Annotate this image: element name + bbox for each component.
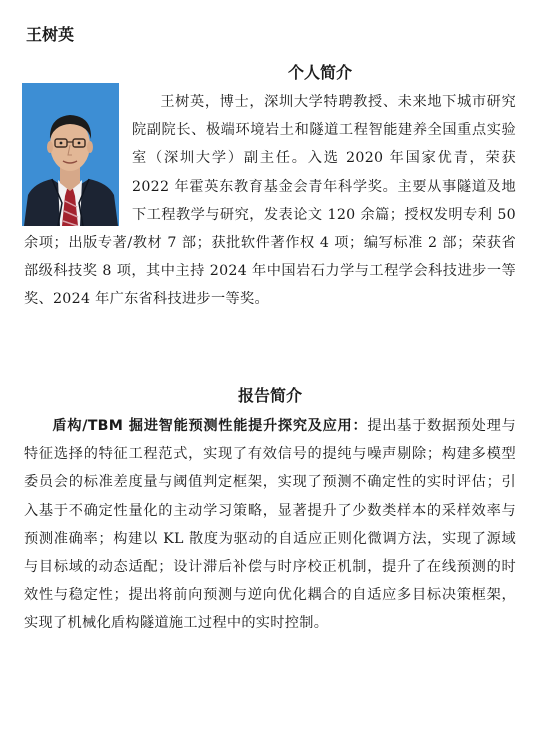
intro-text: 王树英，博士，深圳大学特聘教授、未来地下城市研究院副院长、极端环境岩土和隧道工程智能建养全国重点实验室（深圳大学）副主任。入选 2020 年国家优青，荣获 2022 年霍英东教育基金会青年科学奖。主要从事隧道及地下工程教学与研究，发表论文 120 余篇；授权发明专利 50 余项；出版专著/教材 7 部；获批软件著作权 4 项；编写标准 2 部；荣获省部级科技奖 8 项，其中主持 2024 年中国岩石力学与工程学会科技进步一等奖、2024 年广东省科技进步一等奖。 xyxy=(24,94,516,308)
person-name: 王树英 xyxy=(26,25,75,44)
report-text: 提出基于数据预处理与特征选择的特征工程范式，实现了有效信号的提纯与噪声剔除；构建多模型委员会的标准差度量与阈值判定框架，实现了预测不确定性的实时评估；引入基于不确定性量化的主动学习策略，显著提升了少数类样本的采样效率与预测准确率；构建以 KL 散度为驱动的自适应正则化微调方法，实现了源域与目标域的动态适配；设计滞后补偿与时序校正机制，提升了在线预测的时效性与稳定性；提出将前向预测与逆向优化耦合的自适应多目标决策框架，实现了机械化盾构隧道施工过程中的实时控制。 xyxy=(24,418,516,632)
intro-section-title: 个人简介 xyxy=(287,63,352,82)
report-paragraph xyxy=(24,412,516,638)
intro-paragraph xyxy=(24,88,516,314)
report-topic-title: 盾构/TBM 掘进智能预测性能提升探究及应用： xyxy=(52,418,368,434)
report-section-title: 报告简介 xyxy=(237,386,302,405)
